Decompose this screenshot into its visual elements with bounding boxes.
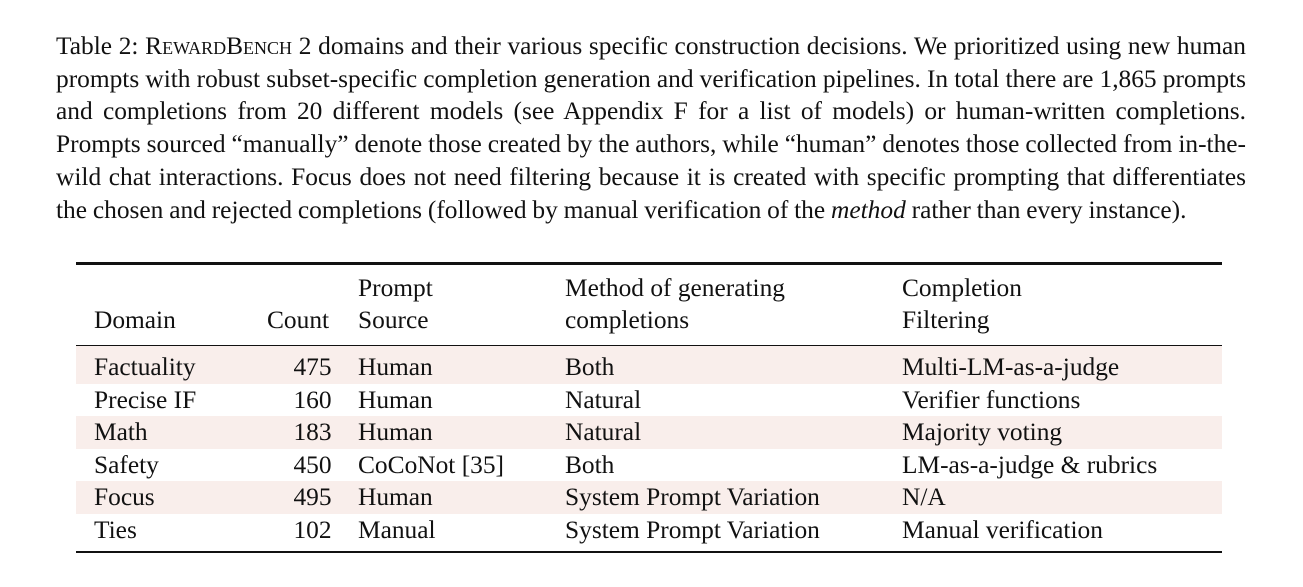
cell-domain: Focus bbox=[76, 481, 267, 514]
table-bottom-rule bbox=[76, 551, 1222, 554]
table-row bbox=[76, 416, 1222, 449]
header-method-line2: completions bbox=[565, 306, 690, 334]
benchmark-version: 2 bbox=[298, 32, 312, 60]
header-prompt-source-line1: Prompt bbox=[358, 273, 433, 302]
cell-source: Human bbox=[358, 385, 433, 414]
cell-count: 102 bbox=[293, 515, 332, 544]
cell-filtering: N/A bbox=[902, 481, 1222, 514]
cell-count: 160 bbox=[293, 385, 332, 414]
caption-italic-word: method bbox=[831, 195, 906, 224]
cell-count: 183 bbox=[267, 416, 358, 449]
cell-domain: Ties bbox=[94, 515, 137, 544]
cell-filtering: Manual verification bbox=[902, 515, 1103, 544]
cell-method: System Prompt Variation bbox=[565, 515, 820, 544]
cell-domain: Math bbox=[76, 416, 267, 449]
table-caption bbox=[56, 30, 1246, 226]
cell-filtering: Multi-LM-as-a-judge bbox=[902, 346, 1222, 384]
cell-source: Human bbox=[358, 346, 565, 384]
cell-method: Natural bbox=[565, 416, 902, 449]
header-filtering-line1: Completion bbox=[902, 273, 1022, 302]
cell-count: 495 bbox=[267, 481, 358, 514]
cell-domain: Safety bbox=[94, 450, 159, 479]
cell-count: 450 bbox=[293, 450, 332, 479]
cell-method: Both bbox=[565, 450, 615, 479]
caption-label: Table 2: bbox=[56, 32, 139, 60]
header-count: Count bbox=[267, 306, 330, 334]
cell-filtering: Majority voting bbox=[902, 416, 1222, 449]
cell-method: Natural bbox=[565, 385, 642, 414]
table-row bbox=[76, 514, 1222, 551]
cell-count: 475 bbox=[267, 346, 358, 384]
cell-source: Manual bbox=[358, 515, 436, 544]
cell-method: System Prompt Variation bbox=[565, 481, 902, 514]
cell-filtering: LM-as-a-judge & rubrics bbox=[902, 450, 1158, 479]
header-filtering-line2: Filtering bbox=[902, 306, 990, 334]
table-row bbox=[76, 384, 1222, 417]
table-body bbox=[76, 346, 1222, 551]
table-row bbox=[76, 449, 1222, 482]
table-header bbox=[76, 265, 1222, 337]
domains-table bbox=[76, 262, 1222, 553]
cell-source: Human bbox=[358, 481, 565, 514]
cell-method: Both bbox=[565, 346, 902, 384]
cell-domain: Factuality bbox=[76, 346, 267, 384]
header-method-line1: Method of generating bbox=[565, 273, 785, 302]
header-domain: Domain bbox=[94, 306, 176, 334]
cell-domain: Precise IF bbox=[94, 385, 197, 414]
cell-source: CoCoNot [35] bbox=[358, 450, 504, 479]
caption-text-part2: rather than every instance). bbox=[911, 195, 1187, 224]
cell-filtering: Verifier functions bbox=[902, 385, 1081, 414]
benchmark-name: RewardBench bbox=[145, 32, 293, 60]
table-row bbox=[76, 481, 1222, 514]
header-prompt-source-line2: Source bbox=[358, 306, 429, 334]
cell-source: Human bbox=[358, 416, 565, 449]
caption-text-part1: domains and their various specific construction decisions. We prioritized using new human prompts with robust subset-specific completion generation and verification pipelines. In total there are 1,865 prompts and completions from 20 different models (see Appendix F for a list of models) or human-written completions. Prompts sourced “manually” denote those created by the authors, while “human” denotes those collected from in-the-wild chat interactions. Focus does not need filtering because it is created with specific prompting that differentiates the chosen and rejected completions (followed by manual verification of the bbox=[56, 32, 1246, 224]
table-row bbox=[76, 346, 1222, 384]
